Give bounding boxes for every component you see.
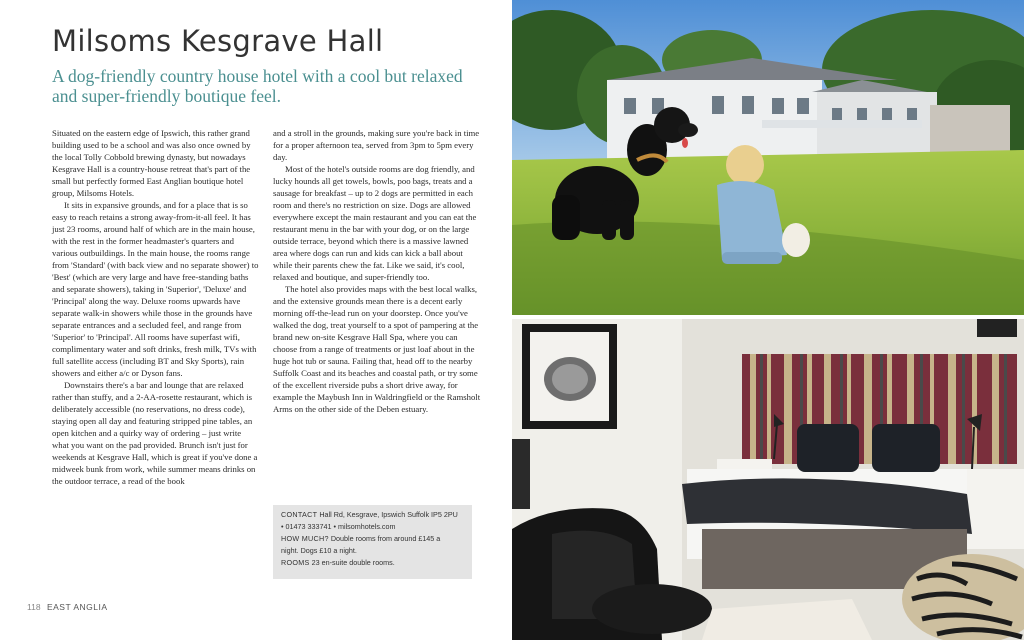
hotel-lawn-illustration [512, 0, 1024, 315]
paragraph: Most of the hotel's outside rooms are dog friendly, and lucky hounds all get towels, bowls, poo bags, treats and a sausage for breakfast – up to 2 dogs are permitted in each room and there's no restriction on size. Dogs are allowed everywhere except the main restaurant and you can eat the restaurant menu in the bar with your dog, or on the large outside terrace, beyond which there is a massive lawned area where dogs can run and kids can kick a ball about while their parents chew the fat. Like we said, it's cool, relaxed and boutique, and super-friendly too. [273, 164, 477, 282]
contact-line [281, 509, 472, 521]
hotel-lawn-photo [512, 0, 1024, 315]
rooms-label: ROOMS [281, 558, 310, 567]
article-title: Milsoms Kesgrave Hall [52, 24, 384, 58]
contact-line-2: • 01473 333741 • milsomhotels.com [281, 522, 396, 531]
bedroom-illustration [512, 319, 1024, 640]
price-label: HOW MUCH? [281, 534, 329, 543]
page-footer [27, 602, 108, 612]
section-name: EAST ANGLIA [46, 602, 108, 612]
page-number: 118 [27, 602, 41, 612]
rooms-line [281, 557, 472, 569]
paragraph: Situated on the eastern edge of Ipswich, this rather grand building used to be a school and was also once owned by the local Tolly Cobbold brewing dynasty, but nowadays Kesgrave Hall is a country-house retreat that's part of the small but perfectly formed East Anglian boutique hotel group, Milsoms Hotels. [52, 128, 251, 198]
left-text-column [52, 127, 260, 487]
contact-label: CONTACT [281, 510, 318, 519]
paragraph: The hotel also provides maps with the best local walks, and the extensive grounds mean there is a decent early morning off-the-lead run on your doorstep. Once you've walked the dog, treat yourself to a spot of pampering at the brand new on-site Kesgrave Hall Spa, where you can choose from a range of treatments or just loaf about in the huge hot tub or sauna. Failing that, head off to the nearby Suffolk Coast and its beaches and coastal path, or try some of the excellent riverside pubs a short drive away, for example the Maybush Inn in Waldringfield or the Ramsholt Arms on the other side of the Deben estuary. [273, 284, 481, 414]
paragraph: and a stroll in the grounds, making sure you're back in time for a proper afternoon tea, served from 3pm to 5pm every day. [273, 128, 480, 162]
rooms-value: 23 en-suite double rooms. [311, 558, 395, 567]
info-box [273, 505, 472, 579]
price-value: Double rooms from around £145 a [330, 534, 441, 543]
paragraph: It sits in expansive grounds, and for a place that is so easy to reach retains a strong away-from-it-all feel. It has just 23 rooms, around half of which are in the main house, with the rest in the former headmaster's quarters and various outbuildings. In the main house, the rooms range from 'Standard' (with back view and no separate shower) to 'Best' (which are very large and have free-standing baths and separate showers), taking in 'Superior', 'Deluxe' and 'Principal' along the way. Deluxe rooms upwards have separate walk-in showers while those in the grounds have separate entrances and a secluded feel, and range from 'Superior' to 'Principal'. All rooms have superfast wifi, complimentary water and soft drinks, fresh milk, TVs with full satellite access (including BT and Sky Sports), rain showers and either a/c or Dyson fans. [52, 200, 259, 378]
paragraph: Downstairs there's a bar and lounge that are relaxed rather than stuffy, and a 2-AA-rosette restaurant, which is deliberately accessible (no reservations, no dress code), staying open all day and featuring stripped pine tables, an open kitchen and a quirky way of ordering – just write what you want on the pad provided. Brunch isn't just for weekends at Kesgrave Hall, which is great if you've done a midweek bunk from work, while summer means drinks on the outdoor terrace, a read of the book [52, 380, 258, 486]
right-text-column [273, 127, 481, 415]
article-subtitle: A dog-friendly country house hotel with a cool but relaxed and super-friendly boutique feel. [52, 66, 463, 106]
hotel-bedroom-photo [512, 319, 1024, 640]
price-line [281, 533, 472, 545]
price-line-2: night. Dogs £10 a night. [281, 546, 357, 555]
contact-value: Hall Rd, Kesgrave, Ipswich Suffolk IP5 2PU [319, 510, 458, 519]
